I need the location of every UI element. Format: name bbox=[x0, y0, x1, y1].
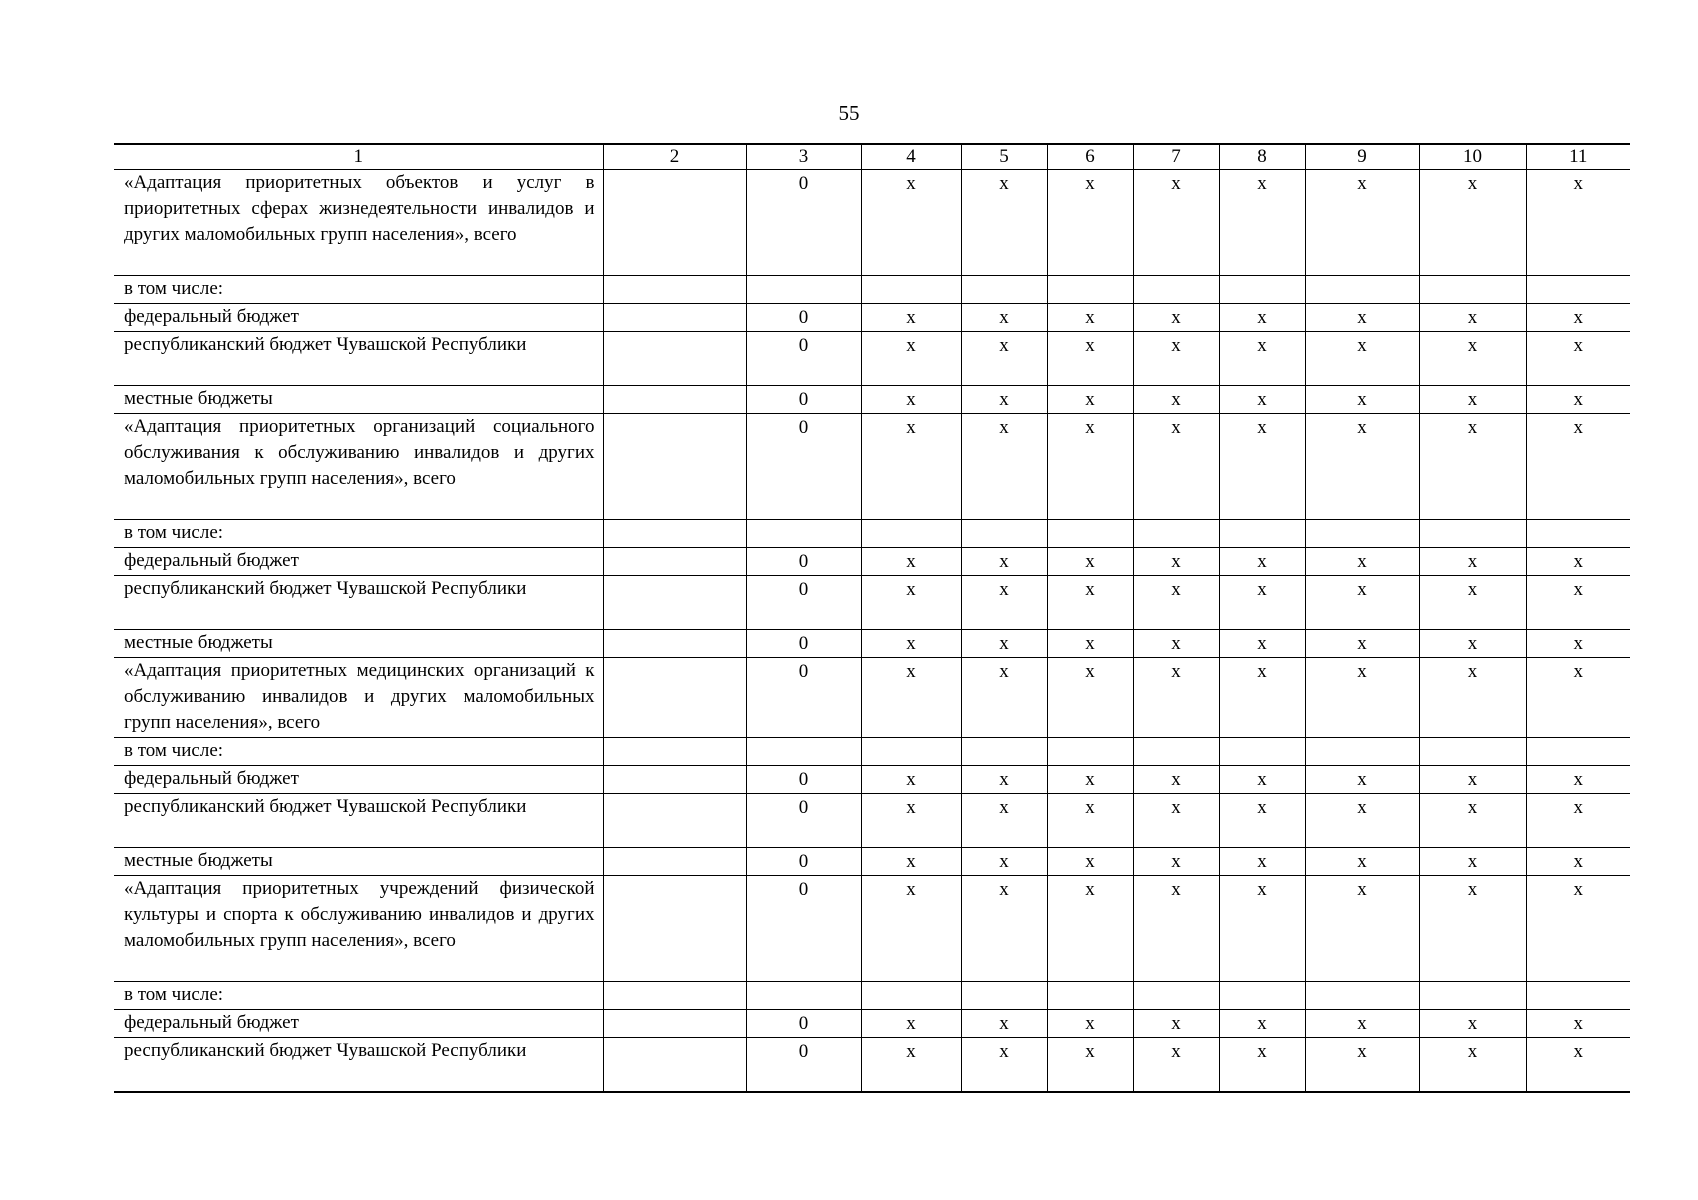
row-label: «Адаптация приоритетных объектов и услуг в приоритетных сферах жизнедеятельности инвалидов и других маломобильных групп населения», всего bbox=[114, 170, 603, 276]
table-cell: x bbox=[1526, 576, 1630, 630]
table-cell: x bbox=[1419, 386, 1526, 414]
table-cell: x bbox=[1419, 170, 1526, 276]
table-cell: x bbox=[1419, 876, 1526, 982]
table-cell: x bbox=[1047, 1038, 1133, 1093]
table-row bbox=[114, 766, 1630, 794]
table-cell: x bbox=[1526, 414, 1630, 520]
table-cell: x bbox=[961, 332, 1047, 386]
column-header: 6 bbox=[1047, 144, 1133, 170]
column-header: 9 bbox=[1305, 144, 1419, 170]
table-cell: x bbox=[861, 414, 961, 520]
table-cell bbox=[1526, 982, 1630, 1010]
table-cell: x bbox=[861, 332, 961, 386]
table-cell: x bbox=[1419, 766, 1526, 794]
table-cell: x bbox=[1305, 170, 1419, 276]
column-header: 2 bbox=[603, 144, 746, 170]
table-cell: x bbox=[1305, 304, 1419, 332]
table-cell bbox=[1419, 738, 1526, 766]
table-cell: x bbox=[1305, 414, 1419, 520]
table-cell bbox=[861, 520, 961, 548]
table-cell bbox=[1047, 276, 1133, 304]
table-cell: x bbox=[1419, 304, 1526, 332]
table-cell: x bbox=[961, 876, 1047, 982]
table-cell bbox=[1219, 738, 1305, 766]
table-cell bbox=[1219, 520, 1305, 548]
table-cell bbox=[603, 332, 746, 386]
table-cell bbox=[861, 276, 961, 304]
table-cell bbox=[861, 982, 961, 1010]
table-cell: x bbox=[1219, 658, 1305, 738]
table-cell: x bbox=[1047, 304, 1133, 332]
table-row bbox=[114, 520, 1630, 548]
table-row bbox=[114, 1010, 1630, 1038]
table-cell: 0 bbox=[746, 304, 861, 332]
table-cell: x bbox=[1526, 1010, 1630, 1038]
table-cell: 0 bbox=[746, 876, 861, 982]
table-cell: x bbox=[1305, 576, 1419, 630]
row-label: республиканский бюджет Чувашской Республики bbox=[114, 576, 603, 630]
table-cell bbox=[1219, 276, 1305, 304]
table-cell: x bbox=[1133, 1038, 1219, 1093]
table-cell: x bbox=[1219, 794, 1305, 848]
table-cell bbox=[746, 738, 861, 766]
table-cell: x bbox=[861, 576, 961, 630]
column-number-row bbox=[114, 144, 1630, 170]
table-cell: x bbox=[1526, 304, 1630, 332]
table-cell: x bbox=[1419, 630, 1526, 658]
table-cell: x bbox=[1526, 658, 1630, 738]
table-cell: x bbox=[1047, 658, 1133, 738]
table-cell: x bbox=[1133, 304, 1219, 332]
table-cell bbox=[603, 738, 746, 766]
row-label: местные бюджеты bbox=[114, 848, 603, 876]
table-row bbox=[114, 576, 1630, 630]
row-label: «Адаптация приоритетных медицинских организаций к обслуживанию инвалидов и других маломобильных групп населения», всего bbox=[114, 658, 603, 738]
table-cell: x bbox=[1133, 1010, 1219, 1038]
table-cell: x bbox=[1219, 414, 1305, 520]
table-cell: x bbox=[1419, 794, 1526, 848]
table-body bbox=[114, 144, 1630, 1092]
table-cell: x bbox=[1219, 766, 1305, 794]
table-cell: x bbox=[1305, 766, 1419, 794]
table-cell: x bbox=[961, 386, 1047, 414]
table-cell: x bbox=[1133, 386, 1219, 414]
column-header: 10 bbox=[1419, 144, 1526, 170]
table-cell: x bbox=[1047, 1010, 1133, 1038]
table-cell: x bbox=[961, 548, 1047, 576]
table-row bbox=[114, 658, 1630, 738]
table-cell: x bbox=[861, 630, 961, 658]
table-cell: x bbox=[1219, 876, 1305, 982]
table-cell: x bbox=[1047, 576, 1133, 630]
column-header: 5 bbox=[961, 144, 1047, 170]
table-cell: x bbox=[1133, 576, 1219, 630]
table-cell: x bbox=[1047, 414, 1133, 520]
table-cell: x bbox=[961, 766, 1047, 794]
table-cell bbox=[1047, 520, 1133, 548]
table-cell: x bbox=[1219, 1010, 1305, 1038]
table-cell: x bbox=[1133, 170, 1219, 276]
budget-table bbox=[114, 143, 1630, 1093]
table-cell bbox=[1133, 738, 1219, 766]
table-row bbox=[114, 414, 1630, 520]
table-cell bbox=[603, 576, 746, 630]
table-cell: x bbox=[1047, 170, 1133, 276]
table-cell: x bbox=[861, 1010, 961, 1038]
table-cell: x bbox=[1047, 630, 1133, 658]
table-row bbox=[114, 276, 1630, 304]
table-cell bbox=[1047, 738, 1133, 766]
table-cell: x bbox=[1305, 794, 1419, 848]
table-cell bbox=[1305, 520, 1419, 548]
table-cell bbox=[861, 738, 961, 766]
table-row bbox=[114, 170, 1630, 276]
table-cell: x bbox=[1305, 1038, 1419, 1093]
table-cell: x bbox=[1526, 876, 1630, 982]
table-cell: x bbox=[961, 1010, 1047, 1038]
table-cell bbox=[603, 876, 746, 982]
table-cell: x bbox=[1133, 414, 1219, 520]
table-cell: 0 bbox=[746, 170, 861, 276]
table-cell bbox=[603, 170, 746, 276]
table-cell: x bbox=[1419, 576, 1526, 630]
table-cell: x bbox=[1133, 794, 1219, 848]
table-cell: x bbox=[1219, 848, 1305, 876]
row-label: «Адаптация приоритетных организаций социального обслуживания к обслуживанию инвалидов и других маломобильных групп населения», всего bbox=[114, 414, 603, 520]
table-cell: x bbox=[961, 1038, 1047, 1093]
table-cell: x bbox=[961, 848, 1047, 876]
table-cell bbox=[603, 414, 746, 520]
table-cell: x bbox=[1526, 332, 1630, 386]
table-cell: x bbox=[861, 304, 961, 332]
table-cell: x bbox=[1133, 332, 1219, 386]
table-cell: x bbox=[1305, 548, 1419, 576]
row-label: федеральный бюджет bbox=[114, 766, 603, 794]
table-cell bbox=[1219, 982, 1305, 1010]
table-cell bbox=[603, 766, 746, 794]
table-cell: x bbox=[1305, 1010, 1419, 1038]
table-cell bbox=[1305, 276, 1419, 304]
table-cell: 0 bbox=[746, 766, 861, 794]
table-cell: 0 bbox=[746, 576, 861, 630]
table-cell bbox=[1133, 982, 1219, 1010]
table-cell: 0 bbox=[746, 386, 861, 414]
row-label: в том числе: bbox=[114, 982, 603, 1010]
column-header: 4 bbox=[861, 144, 961, 170]
table-cell bbox=[603, 982, 746, 1010]
table-cell bbox=[603, 848, 746, 876]
table-cell bbox=[603, 304, 746, 332]
table-cell: x bbox=[1047, 332, 1133, 386]
table-cell: x bbox=[1305, 876, 1419, 982]
table-cell: x bbox=[861, 794, 961, 848]
table-row bbox=[114, 848, 1630, 876]
table-cell: x bbox=[1047, 794, 1133, 848]
table-cell bbox=[603, 386, 746, 414]
column-header: 1 bbox=[114, 144, 603, 170]
table-cell: x bbox=[961, 414, 1047, 520]
table-cell: x bbox=[861, 548, 961, 576]
table-cell: 0 bbox=[746, 630, 861, 658]
row-label: в том числе: bbox=[114, 276, 603, 304]
table-row bbox=[114, 386, 1630, 414]
table-cell: x bbox=[1526, 848, 1630, 876]
table-cell: 0 bbox=[746, 332, 861, 386]
table-cell bbox=[1133, 276, 1219, 304]
row-label: федеральный бюджет bbox=[114, 1010, 603, 1038]
table-cell: 0 bbox=[746, 658, 861, 738]
table-cell bbox=[1047, 982, 1133, 1010]
table-cell bbox=[603, 276, 746, 304]
table-cell: x bbox=[1419, 414, 1526, 520]
table-cell bbox=[1305, 982, 1419, 1010]
table-cell bbox=[1133, 520, 1219, 548]
table-cell: x bbox=[861, 658, 961, 738]
table-row bbox=[114, 548, 1630, 576]
table-cell bbox=[1419, 276, 1526, 304]
table-cell: x bbox=[1305, 332, 1419, 386]
table-cell bbox=[603, 520, 746, 548]
table-row bbox=[114, 982, 1630, 1010]
table-row bbox=[114, 630, 1630, 658]
table-row bbox=[114, 794, 1630, 848]
table-cell: x bbox=[861, 876, 961, 982]
table-cell: x bbox=[1219, 630, 1305, 658]
row-label: в том числе: bbox=[114, 738, 603, 766]
table-cell: x bbox=[1047, 848, 1133, 876]
table-cell: x bbox=[1219, 1038, 1305, 1093]
table-cell: x bbox=[1133, 848, 1219, 876]
row-label: местные бюджеты bbox=[114, 630, 603, 658]
table-cell: x bbox=[1305, 848, 1419, 876]
row-label: республиканский бюджет Чувашской Республики bbox=[114, 1038, 603, 1093]
table-cell: x bbox=[961, 658, 1047, 738]
table-cell bbox=[1526, 738, 1630, 766]
table-cell: x bbox=[1219, 304, 1305, 332]
table-row bbox=[114, 1038, 1630, 1093]
row-label: федеральный бюджет bbox=[114, 548, 603, 576]
page-number: 55 bbox=[838, 101, 860, 125]
table-row bbox=[114, 876, 1630, 982]
row-label: «Адаптация приоритетных учреждений физической культуры и спорта к обслуживанию инвалидов и других маломобильных групп населения», всего bbox=[114, 876, 603, 982]
table-cell: x bbox=[1305, 658, 1419, 738]
table-cell bbox=[603, 548, 746, 576]
table-cell: x bbox=[861, 386, 961, 414]
table-cell: x bbox=[1133, 548, 1219, 576]
column-header: 11 bbox=[1526, 144, 1630, 170]
column-header: 3 bbox=[746, 144, 861, 170]
table-row bbox=[114, 332, 1630, 386]
table-cell: x bbox=[861, 170, 961, 276]
table-cell: x bbox=[1419, 1010, 1526, 1038]
table-cell: x bbox=[961, 170, 1047, 276]
table-cell: x bbox=[1305, 386, 1419, 414]
table-cell bbox=[1305, 738, 1419, 766]
table-cell: x bbox=[1419, 658, 1526, 738]
row-label: республиканский бюджет Чувашской Республики bbox=[114, 332, 603, 386]
table-cell bbox=[1419, 982, 1526, 1010]
table-cell: x bbox=[1219, 548, 1305, 576]
table-cell: x bbox=[1047, 876, 1133, 982]
table-cell: x bbox=[1526, 386, 1630, 414]
table-cell bbox=[603, 1038, 746, 1093]
table-cell: 0 bbox=[746, 794, 861, 848]
table-cell bbox=[961, 982, 1047, 1010]
table-cell bbox=[961, 738, 1047, 766]
table-cell bbox=[746, 520, 861, 548]
row-label: республиканский бюджет Чувашской Республики bbox=[114, 794, 603, 848]
table-cell bbox=[1419, 520, 1526, 548]
table-cell: 0 bbox=[746, 848, 861, 876]
table-cell: x bbox=[1133, 876, 1219, 982]
table-cell bbox=[603, 630, 746, 658]
table-cell: x bbox=[1133, 766, 1219, 794]
table-row bbox=[114, 738, 1630, 766]
table-cell: x bbox=[1133, 658, 1219, 738]
table-cell: x bbox=[1133, 630, 1219, 658]
table-cell: x bbox=[1526, 170, 1630, 276]
table-cell: 0 bbox=[746, 1038, 861, 1093]
table-cell: x bbox=[1526, 630, 1630, 658]
table-cell bbox=[603, 794, 746, 848]
table-cell bbox=[746, 276, 861, 304]
table-cell: x bbox=[961, 576, 1047, 630]
table-row bbox=[114, 304, 1630, 332]
column-header: 8 bbox=[1219, 144, 1305, 170]
table-cell: x bbox=[861, 848, 961, 876]
table-cell bbox=[603, 1010, 746, 1038]
table-cell: x bbox=[1419, 1038, 1526, 1093]
table-cell: x bbox=[1526, 548, 1630, 576]
row-label: местные бюджеты bbox=[114, 386, 603, 414]
table-cell: x bbox=[1305, 630, 1419, 658]
row-label: федеральный бюджет bbox=[114, 304, 603, 332]
column-header: 7 bbox=[1133, 144, 1219, 170]
table-cell bbox=[1526, 520, 1630, 548]
table-cell: x bbox=[961, 304, 1047, 332]
table-cell: x bbox=[861, 1038, 961, 1093]
table-cell: x bbox=[1219, 332, 1305, 386]
table-cell: 0 bbox=[746, 414, 861, 520]
row-label: в том числе: bbox=[114, 520, 603, 548]
table-cell bbox=[746, 982, 861, 1010]
table-cell: x bbox=[1219, 576, 1305, 630]
table-cell: x bbox=[1526, 766, 1630, 794]
table-cell: x bbox=[1047, 386, 1133, 414]
table-cell: x bbox=[1419, 848, 1526, 876]
table-cell: x bbox=[1219, 386, 1305, 414]
table-cell: 0 bbox=[746, 548, 861, 576]
table-cell bbox=[961, 276, 1047, 304]
table-cell: x bbox=[1419, 332, 1526, 386]
table-cell: x bbox=[961, 630, 1047, 658]
table-cell: 0 bbox=[746, 1010, 861, 1038]
table-cell bbox=[961, 520, 1047, 548]
table-cell: x bbox=[961, 794, 1047, 848]
table-cell: x bbox=[1526, 1038, 1630, 1093]
table-cell bbox=[1526, 276, 1630, 304]
table-cell: x bbox=[1047, 548, 1133, 576]
table-cell: x bbox=[1219, 170, 1305, 276]
table-cell: x bbox=[1526, 794, 1630, 848]
table-cell bbox=[603, 658, 746, 738]
table-cell: x bbox=[1047, 766, 1133, 794]
table-cell: x bbox=[861, 766, 961, 794]
table-cell: x bbox=[1419, 548, 1526, 576]
